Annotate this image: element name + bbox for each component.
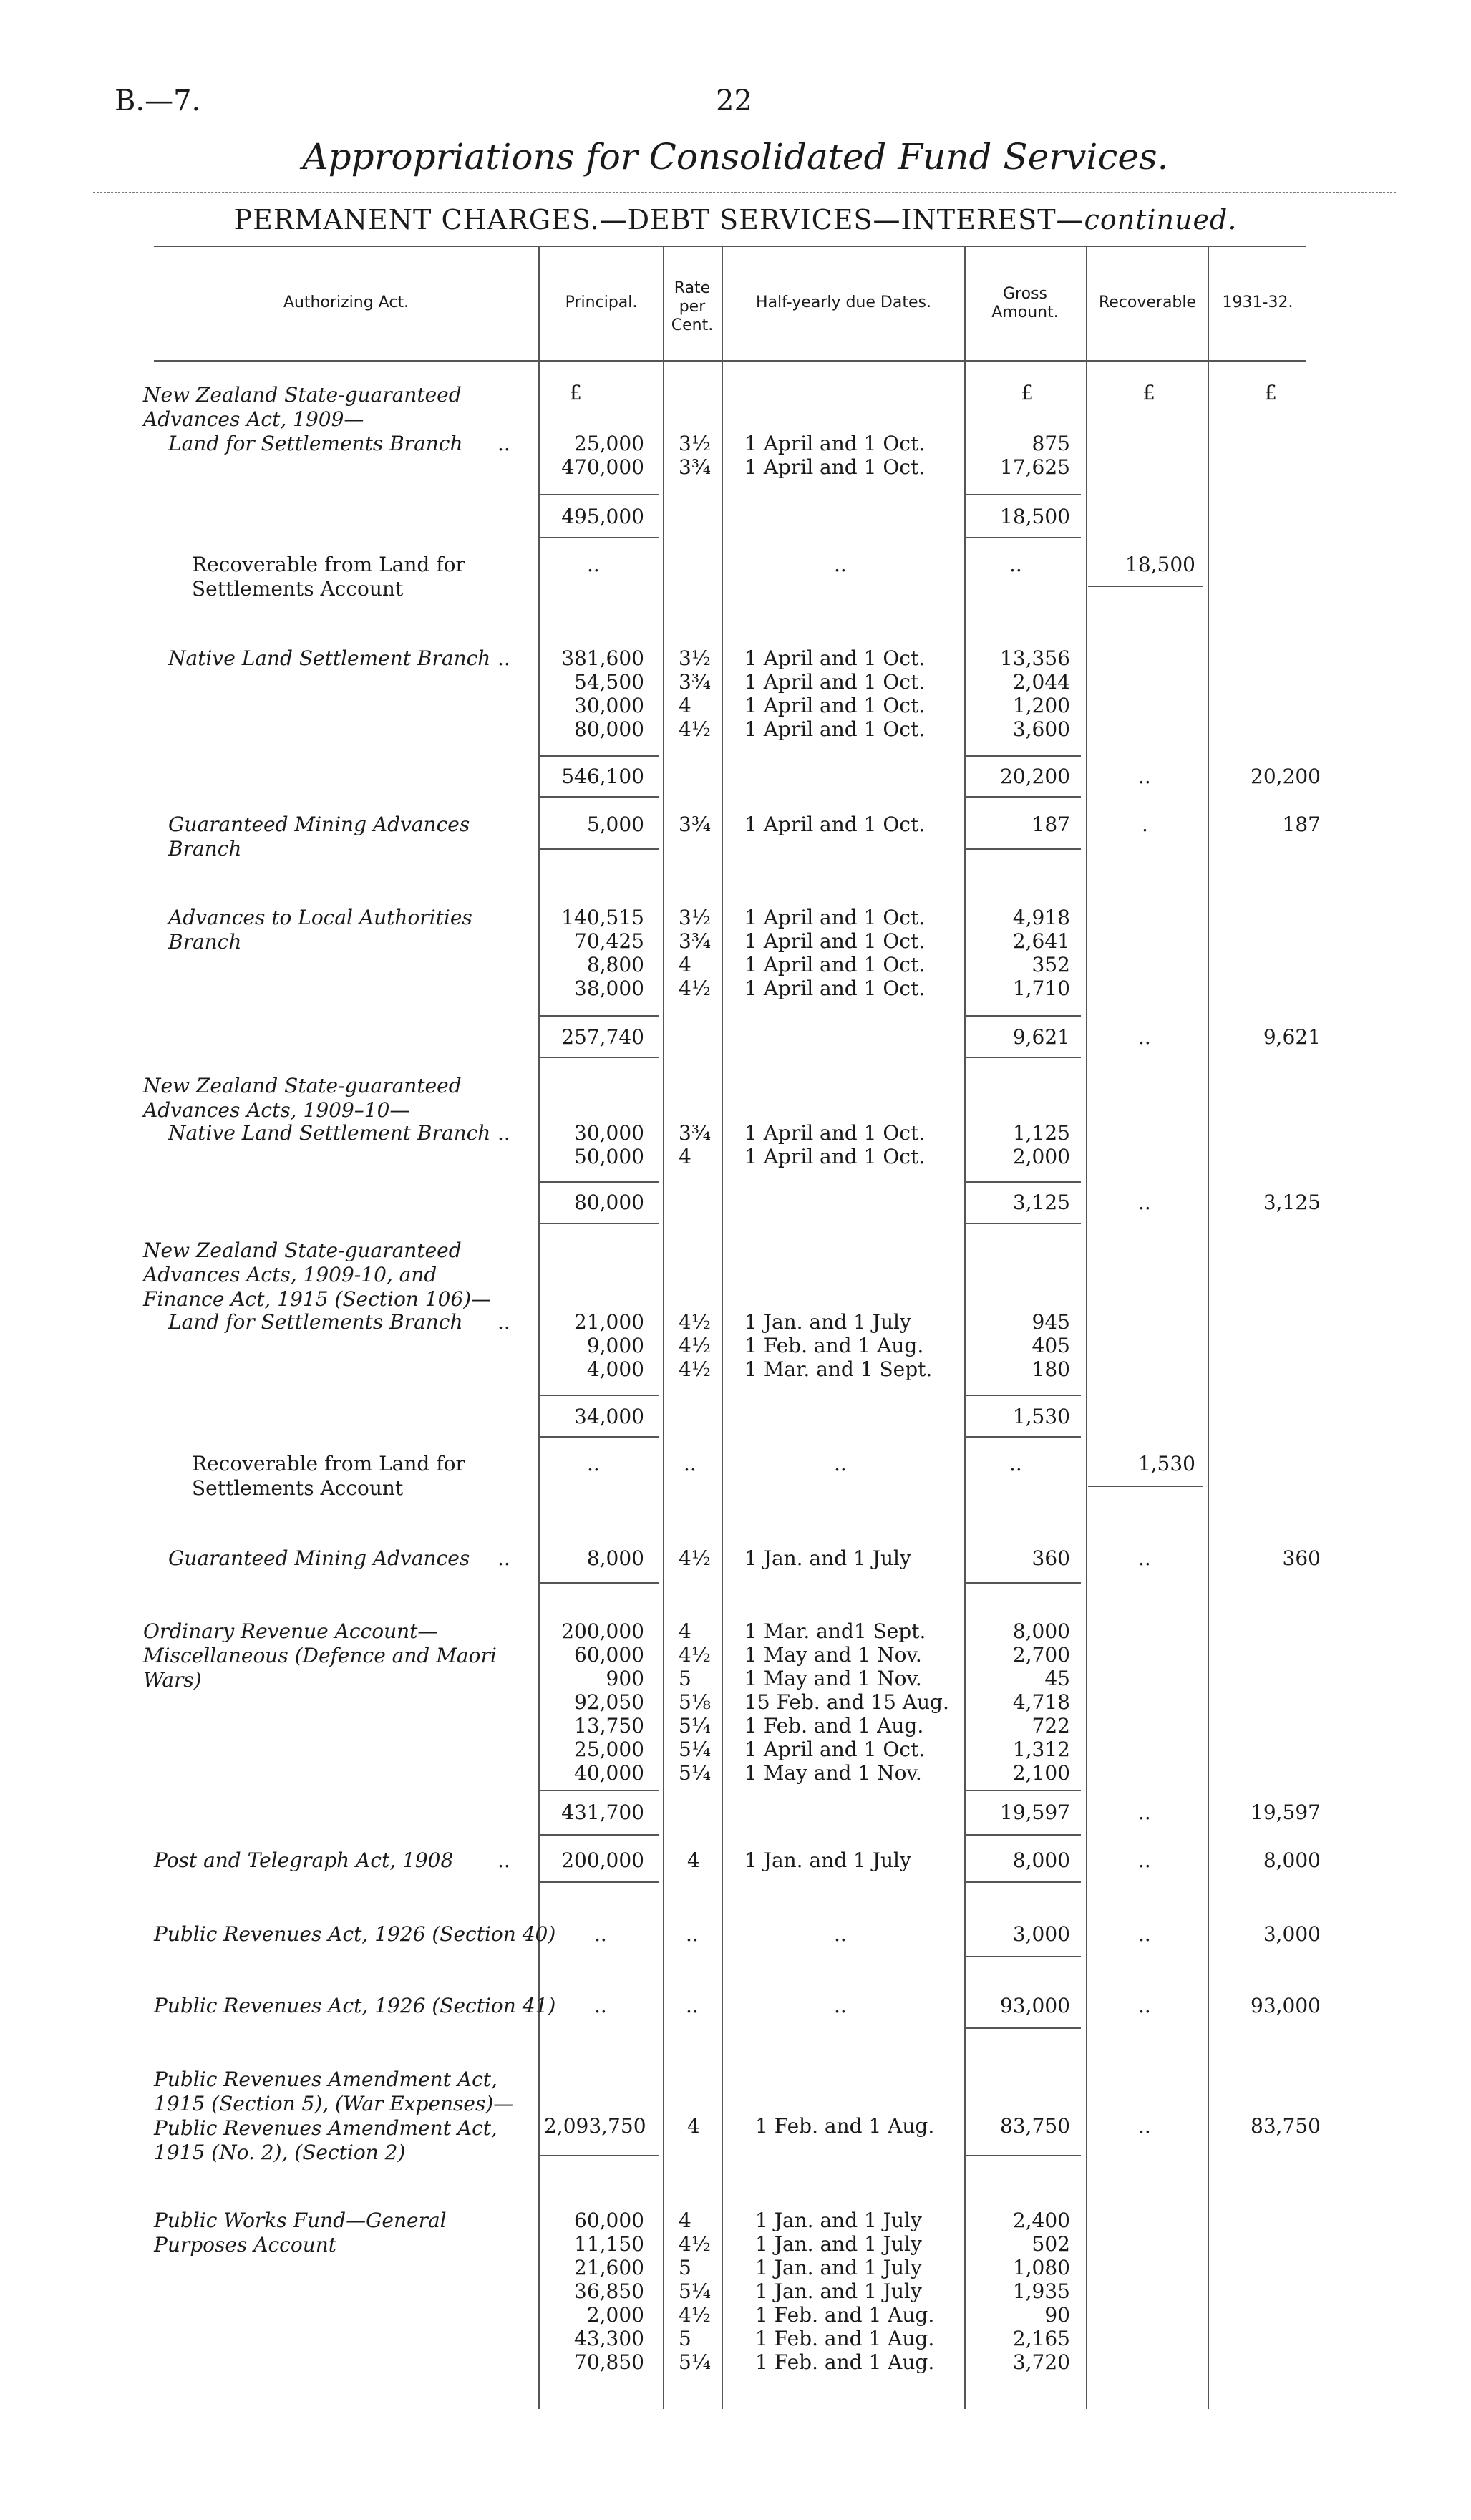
col-sep-gross <box>964 246 966 2409</box>
currency-gross: £ <box>1021 381 1034 404</box>
rate-value: 4 <box>679 694 691 717</box>
rate-value: 4½ <box>679 1310 711 1334</box>
date-value: 1 April and 1 Oct. <box>744 1738 926 1761</box>
header-rate: Rate per Cent. <box>671 279 714 334</box>
total-rule <box>966 537 1081 538</box>
page-ref: B.—7. <box>115 84 201 117</box>
principal-value: 70,425 <box>574 929 644 953</box>
leader-dots: .. <box>497 1546 510 1570</box>
rate-cell <box>679 906 711 1000</box>
principal-total: 495,000 <box>561 505 644 528</box>
leader-dots: .. <box>497 1121 510 1145</box>
dots: .. <box>834 1922 847 1946</box>
year-value: 3,125 <box>1263 1191 1321 1214</box>
header-recoverable: Recoverable <box>1098 294 1197 311</box>
date-value: 1 Feb. and 1 Aug. <box>755 2327 935 2350</box>
group-label: Public Works Fund—General Purposes Account <box>154 2209 447 2257</box>
gross-cell <box>966 906 1070 1000</box>
group-label: Guaranteed Mining Advances <box>168 1546 470 1570</box>
page-number: 22 <box>716 84 752 117</box>
gross-value: 1,710 <box>1012 976 1070 1000</box>
total-rule <box>540 537 659 538</box>
group-label: Ordinary Revenue Account—Miscellaneous (Defence and Maori Wars) <box>143 1619 497 1692</box>
col-sep-rate <box>663 246 664 2409</box>
gross-value: 83,750 <box>1000 2114 1070 2138</box>
rate-value: 4½ <box>679 976 711 1000</box>
date-value: 1 April and 1 Oct. <box>744 929 926 953</box>
total-rule <box>966 2027 1081 2029</box>
gross-value: 2,100 <box>1012 1761 1070 1785</box>
gross-value: 1,200 <box>1012 694 1070 717</box>
principal-value: 200,000 <box>561 1619 644 1643</box>
year-value: 20,200 <box>1251 765 1321 788</box>
section-title <box>0 204 1471 236</box>
dots: .. <box>1138 1801 1151 1824</box>
rate-value: 4½ <box>679 1643 711 1667</box>
currency-principal: £ <box>569 381 582 404</box>
principal-cell <box>544 432 644 479</box>
gross-total: 3,125 <box>1012 1191 1070 1214</box>
currency-recoverable: £ <box>1142 381 1155 404</box>
gross-value: 3,000 <box>1012 1922 1070 1946</box>
dots: .. <box>834 1994 847 2017</box>
dots: .. <box>834 553 847 576</box>
group-label: Native Land Settlement Branch <box>168 646 491 670</box>
divider <box>93 192 1396 193</box>
gross-value: 352 <box>1031 953 1070 976</box>
date-value: 1 Feb. and 1 Aug. <box>744 1334 924 1357</box>
date-value: 1 April and 1 Oct. <box>744 976 926 1000</box>
principal-value: 11,150 <box>574 2232 644 2256</box>
principal-total: 546,100 <box>561 765 644 788</box>
gross-value: 2,700 <box>1012 1643 1070 1667</box>
principal-value: 13,750 <box>574 1714 644 1738</box>
gross-value: 3,720 <box>1012 2350 1070 2374</box>
total-rule <box>540 1881 659 1883</box>
principal-value: 80,000 <box>574 717 644 741</box>
principal-cell <box>544 2209 644 2374</box>
rate-value: 4 <box>679 953 691 976</box>
gross-value: 405 <box>1031 1334 1070 1357</box>
rate-value: 4½ <box>679 1357 711 1381</box>
section-title-main: PERMANENT CHARGES.—DEBT SERVICES—INTEREST <box>233 204 1057 236</box>
rate-value: 5¼ <box>679 2350 711 2374</box>
rate-value: 4½ <box>679 2232 711 2256</box>
header-gross: Gross Amount. <box>991 285 1059 321</box>
total-rule <box>540 1223 659 1224</box>
dots: .. <box>1138 1025 1151 1049</box>
col-sep-dates <box>722 246 723 2409</box>
recover-label: Recoverable from Land for Settlements Account <box>192 1452 465 1500</box>
recover-label: Recoverable from Land for Settlements Account <box>192 553 465 601</box>
subtotal-rule <box>540 1181 659 1183</box>
dates-cell <box>755 2209 934 2374</box>
date-value: 1 April and 1 Oct. <box>744 1145 926 1168</box>
gross-cell <box>966 1619 1070 1785</box>
col-sep-recoverable <box>1086 246 1087 2409</box>
group-label: Land for Settlements Branch <box>168 1310 463 1334</box>
total-rule <box>966 848 1081 850</box>
rate-value: 3¾ <box>679 455 711 479</box>
rate-value: 5 <box>679 2327 691 2350</box>
date-value: 1 Jan. and 1 July <box>755 2232 922 2256</box>
rate-value: 3¾ <box>679 813 711 836</box>
subtotal-rule <box>966 1395 1081 1396</box>
dots: .. <box>1138 1546 1151 1570</box>
date-value: 1 Jan. and 1 July <box>744 1310 911 1334</box>
total-rule <box>966 1582 1081 1584</box>
principal-value: 30,000 <box>574 694 644 717</box>
subtotal-rule <box>540 1790 659 1791</box>
gross-value: 90 <box>1044 2303 1070 2327</box>
total-rule <box>540 1834 659 1836</box>
principal-total: 257,740 <box>561 1025 644 1049</box>
gross-total: 20,200 <box>1000 765 1070 788</box>
principal-value: 900 <box>606 1667 644 1690</box>
date-value: 1 Jan. and 1 July <box>755 2279 922 2303</box>
gross-value: 722 <box>1031 1714 1070 1738</box>
rate-cell <box>679 1310 711 1381</box>
recoverable-rule <box>1088 1486 1203 1487</box>
total-rule <box>540 1582 659 1584</box>
recoverable-value: . <box>1142 813 1148 836</box>
gross-cell <box>966 1310 1070 1381</box>
gross-value: 360 <box>1031 1546 1070 1570</box>
principal-value: 381,600 <box>561 646 644 670</box>
principal-value: 40,000 <box>574 1761 644 1785</box>
subtotal-rule <box>966 494 1081 495</box>
principal-value: 2,093,750 <box>544 2114 646 2138</box>
year-value: 3,000 <box>1263 1922 1321 1946</box>
principal-value: 30,000 <box>574 1121 644 1145</box>
principal-value: 470,000 <box>561 455 644 479</box>
year-value: 93,000 <box>1251 1994 1321 2017</box>
principal-value: 200,000 <box>561 1848 644 1872</box>
gross-value: 1,080 <box>1012 2256 1070 2279</box>
rate-cell <box>679 1121 711 1168</box>
rate-value: 5 <box>679 2256 691 2279</box>
principal-value: 70,850 <box>574 2350 644 2374</box>
dates-cell <box>744 1121 925 1168</box>
date-value: 1 April and 1 Oct. <box>744 953 926 976</box>
gross-value: 2,044 <box>1012 670 1070 694</box>
group-title: New Zealand State-guaranteed Advances Acts, 1909–10— <box>143 1074 462 1122</box>
dots: .. <box>1009 553 1022 576</box>
rate-value: 5⅛ <box>679 1690 711 1714</box>
group-label: Guaranteed Mining Advances Branch <box>168 813 470 861</box>
date-value: 1 April and 1 Oct. <box>744 1121 926 1145</box>
principal-total: 431,700 <box>561 1801 644 1824</box>
principal-cell <box>544 646 644 741</box>
rate-cell <box>679 432 711 479</box>
rate-value: 5 <box>679 1667 691 1690</box>
total-rule <box>540 2155 659 2156</box>
total-rule <box>966 796 1081 798</box>
group-label: Native Land Settlement Branch <box>168 1121 491 1145</box>
rate-value: 4 <box>679 2209 691 2232</box>
date-value: 1 April and 1 Oct. <box>744 906 926 929</box>
group-label: Public Revenues Act, 1926 (Section 40) <box>154 1922 556 1946</box>
date-value: 1 Mar. and 1 Sept. <box>744 1357 933 1381</box>
date-value: 1 Feb. and 1 Aug. <box>755 2350 935 2374</box>
total-rule <box>540 1436 659 1438</box>
principal-value: 38,000 <box>574 976 644 1000</box>
leader-dots: .. <box>497 432 510 455</box>
total-rule <box>966 1436 1081 1438</box>
rate-value: 5¼ <box>679 2279 711 2303</box>
dots: .. <box>1138 1848 1151 1872</box>
rate-value: 4½ <box>679 717 711 741</box>
date-value: 1 Jan. and 1 July <box>755 2209 922 2232</box>
rate-value: 4 <box>679 1619 691 1643</box>
total-rule <box>966 2155 1081 2156</box>
principal-value: 8,800 <box>586 953 644 976</box>
gross-value: 2,400 <box>1012 2209 1070 2232</box>
date-value: 1 April and 1 Oct. <box>744 717 926 741</box>
total-rule <box>540 796 659 798</box>
principal-value: 140,515 <box>561 906 644 929</box>
dates-cell <box>744 1310 932 1381</box>
gross-value: 2,641 <box>1012 929 1070 953</box>
principal-value: 60,000 <box>574 1643 644 1667</box>
dots: .. <box>1138 2114 1151 2138</box>
principal-value: 92,050 <box>574 1690 644 1714</box>
group-label: Public Revenues Amendment Act, 1915 (Section 5), (War Expenses)— Public Revenues Amendment Act, 1915 (No. 2), (Section 2) <box>154 2068 514 2164</box>
date-value: 1 Mar. and1 Sept. <box>744 1619 926 1643</box>
subtotal-rule <box>966 755 1081 757</box>
rate-cell <box>679 2209 711 2374</box>
date-value: 1 Jan. and 1 July <box>744 1848 911 1872</box>
rate-value: 5¼ <box>679 1761 711 1785</box>
dots: .. <box>587 1452 600 1475</box>
principal-total: 80,000 <box>574 1191 644 1214</box>
principal-value: 36,850 <box>574 2279 644 2303</box>
subtotal-rule <box>540 1015 659 1017</box>
gross-cell <box>966 1121 1070 1168</box>
date-value: 15 Feb. and 15 Aug. <box>744 1690 949 1714</box>
dots: .. <box>1138 765 1151 788</box>
principal-value: 5,000 <box>586 813 644 836</box>
date-value: 1 May and 1 Nov. <box>744 1761 922 1785</box>
gross-value: 2,165 <box>1012 2327 1070 2350</box>
gross-value: 4,718 <box>1012 1690 1070 1714</box>
rate-value: 4½ <box>679 1546 711 1570</box>
gross-value: 187 <box>1031 813 1070 836</box>
rate-value: 3½ <box>679 906 711 929</box>
header-bottom-rule <box>154 360 1306 362</box>
gross-total: 9,621 <box>1012 1025 1070 1049</box>
total-rule <box>966 1956 1081 1957</box>
gross-total: 1,530 <box>1012 1405 1070 1428</box>
rate-cell <box>679 646 711 741</box>
section-title-continued: —continued. <box>1056 204 1238 236</box>
rate-value: 3¾ <box>679 1121 711 1145</box>
date-value: 1 April and 1 Oct. <box>744 455 926 479</box>
gross-value: 13,356 <box>1000 646 1070 670</box>
date-value: 1 April and 1 Oct. <box>744 670 926 694</box>
total-rule <box>966 1223 1081 1224</box>
leader-dots: .. <box>497 1848 510 1872</box>
year-value: 19,597 <box>1251 1801 1321 1824</box>
group-label: Advances to Local Authorities Branch <box>168 906 472 954</box>
header-dates: Half-yearly due Dates. <box>756 294 931 311</box>
header-year: 1931-32. <box>1222 294 1293 311</box>
dates-cell <box>744 646 925 741</box>
dates-cell <box>744 906 925 1000</box>
dots: .. <box>594 1994 607 2017</box>
page-title: Appropriations for Consolidated Fund Services. <box>302 136 1169 178</box>
group-label: Public Revenues Act, 1926 (Section 41) <box>154 1994 556 2017</box>
principal-cell <box>544 1121 644 1168</box>
gross-value: 1,125 <box>1012 1121 1070 1145</box>
gross-value: 4,918 <box>1012 906 1070 929</box>
date-value: 1 Feb. and 1 Aug. <box>755 2303 935 2327</box>
principal-value: 4,000 <box>586 1357 644 1381</box>
dots: .. <box>1138 1994 1151 2017</box>
dots: .. <box>834 1452 847 1475</box>
gross-total: 19,597 <box>1000 1801 1070 1824</box>
date-value: 1 May and 1 Nov. <box>744 1667 922 1690</box>
gross-value: 945 <box>1031 1310 1070 1334</box>
rate-value: 5¼ <box>679 1714 711 1738</box>
leader-dots: .. <box>497 1310 510 1334</box>
gross-value: 180 <box>1031 1357 1070 1381</box>
gross-value: 3,600 <box>1012 717 1070 741</box>
recoverable-rule <box>1088 586 1203 587</box>
dots: .. <box>686 1922 699 1946</box>
gross-value: 8,000 <box>1012 1619 1070 1643</box>
total-rule <box>966 1057 1081 1058</box>
group-label: Land for Settlements Branch <box>168 432 463 455</box>
principal-value: 8,000 <box>586 1546 644 1570</box>
principal-value: 60,000 <box>574 2209 644 2232</box>
dates-cell <box>744 1619 949 1785</box>
dots: .. <box>594 1922 607 1946</box>
date-value: 1 April and 1 Oct. <box>744 813 926 836</box>
recoverable-value: 1,530 <box>1137 1452 1195 1475</box>
date-value: 1 May and 1 Nov. <box>744 1643 922 1667</box>
rate-value: 4 <box>679 1145 691 1168</box>
principal-cell <box>544 1310 644 1381</box>
currency-year: £ <box>1264 381 1277 404</box>
principal-value: 43,300 <box>574 2327 644 2350</box>
principal-value: 25,000 <box>574 432 644 455</box>
subtotal-rule <box>966 1015 1081 1017</box>
col-sep-principal <box>538 246 540 2409</box>
rate-value: 3½ <box>679 432 711 455</box>
principal-value: 9,000 <box>586 1334 644 1357</box>
principal-cell <box>544 1619 644 1785</box>
dots: .. <box>1138 1922 1151 1946</box>
header-act: Authorizing Act. <box>283 294 409 311</box>
subtotal-rule <box>966 1181 1081 1183</box>
rate-value: 4 <box>687 1848 700 1872</box>
header-principal: Principal. <box>565 294 638 311</box>
year-value: 187 <box>1282 813 1321 836</box>
date-value: 1 Jan. and 1 July <box>744 1546 911 1570</box>
date-value: 1 Feb. and 1 Aug. <box>744 1714 924 1738</box>
principal-value: 25,000 <box>574 1738 644 1761</box>
gross-total: 18,500 <box>1000 505 1070 528</box>
dots: .. <box>684 1452 696 1475</box>
rate-value: 3¾ <box>679 929 711 953</box>
dots: .. <box>686 1994 699 2017</box>
principal-total: 34,000 <box>574 1405 644 1428</box>
dates-cell <box>744 432 925 479</box>
table-top-rule <box>154 246 1306 247</box>
rate-value: 3½ <box>679 646 711 670</box>
year-value: 83,750 <box>1251 2114 1321 2138</box>
gross-value: 17,625 <box>1000 455 1070 479</box>
principal-value: 54,500 <box>574 670 644 694</box>
rate-cell <box>679 1619 711 1785</box>
principal-value: 2,000 <box>586 2303 644 2327</box>
rate-value: 4 <box>687 2114 700 2138</box>
gross-cell <box>966 432 1070 479</box>
gross-value: 1,935 <box>1012 2279 1070 2303</box>
recoverable-value: 18,500 <box>1125 553 1195 576</box>
date-value: 1 April and 1 Oct. <box>744 432 926 455</box>
gross-cell <box>966 2209 1070 2374</box>
date-value: 1 Jan. and 1 July <box>755 2256 922 2279</box>
total-rule <box>966 1834 1081 1836</box>
group-title: New Zealand State-guaranteed Advances Acts, 1909-10, and Finance Act, 1915 (Section 106)— <box>143 1239 492 1311</box>
rate-value: 4½ <box>679 2303 711 2327</box>
total-rule <box>540 848 659 850</box>
rate-value: 3¾ <box>679 670 711 694</box>
total-rule <box>540 1057 659 1058</box>
total-rule <box>966 1881 1081 1883</box>
leader-dots: .. <box>497 646 510 670</box>
group-label: Post and Telegraph Act, 1908 <box>154 1848 454 1872</box>
dots: .. <box>587 553 600 576</box>
dots: .. <box>1138 1191 1151 1214</box>
rate-value: 4½ <box>679 1334 711 1357</box>
subtotal-rule <box>966 1790 1081 1791</box>
principal-value: 21,600 <box>574 2256 644 2279</box>
year-value: 9,621 <box>1263 1025 1321 1049</box>
year-value: 360 <box>1282 1546 1321 1570</box>
principal-cell <box>544 906 644 1000</box>
gross-value: 502 <box>1031 2232 1070 2256</box>
gross-value: 1,312 <box>1012 1738 1070 1761</box>
group-title: New Zealand State-guaranteed Advances Act, 1909— <box>143 383 462 431</box>
date-value: 1 April and 1 Oct. <box>744 646 926 670</box>
gross-value: 45 <box>1044 1667 1070 1690</box>
date-value: 1 April and 1 Oct. <box>744 694 926 717</box>
year-value: 8,000 <box>1263 1848 1321 1872</box>
gross-value: 2,000 <box>1012 1145 1070 1168</box>
principal-value: 50,000 <box>574 1145 644 1168</box>
col-sep-year <box>1208 246 1209 2409</box>
gross-value: 8,000 <box>1012 1848 1070 1872</box>
subtotal-rule <box>540 1395 659 1396</box>
gross-cell <box>966 646 1070 741</box>
date-value: 1 Feb. and 1 Aug. <box>755 2114 935 2138</box>
principal-value: 21,000 <box>574 1310 644 1334</box>
subtotal-rule <box>540 494 659 495</box>
rate-value: 5¼ <box>679 1738 711 1761</box>
gross-value: 93,000 <box>1000 1994 1070 2017</box>
dots: .. <box>1009 1452 1022 1475</box>
subtotal-rule <box>540 755 659 757</box>
gross-value: 875 <box>1031 432 1070 455</box>
